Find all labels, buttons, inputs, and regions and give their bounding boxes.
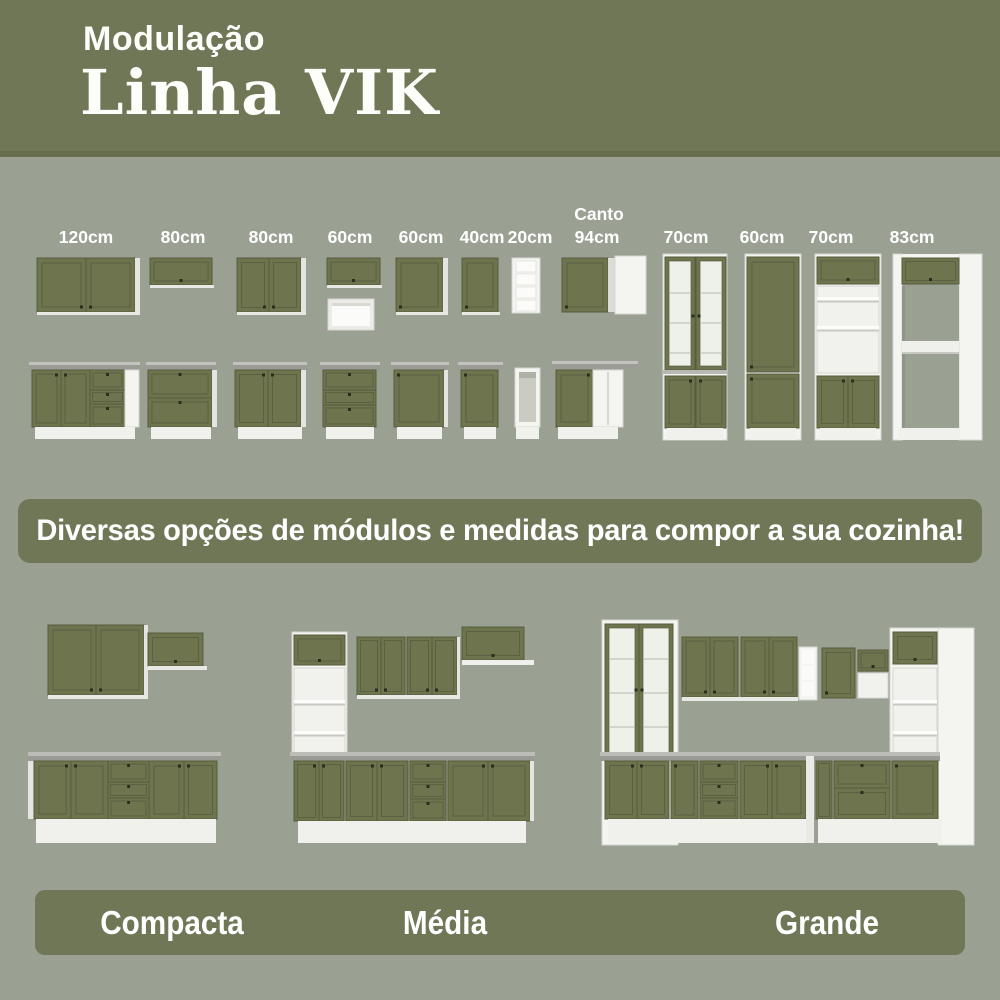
tagline-text: Diversas opções de módulos e medidas para compor a sua cozinha! <box>36 514 964 547</box>
module-label-40cm: 40cm <box>459 227 505 247</box>
layout-label-compacta: Compacta <box>100 904 244 941</box>
layout-label-media: Média <box>402 904 488 941</box>
kitchen-compacta-illustration <box>28 625 221 843</box>
module-label-70cm-a: 70cm <box>663 227 709 247</box>
tagline-banner <box>18 499 982 563</box>
module-label-20cm: 20cm <box>507 227 553 247</box>
module-label-80cm-b: 80cm <box>248 227 294 247</box>
header-banner <box>0 0 1000 157</box>
layout-label-grande: Grande <box>775 904 879 941</box>
module-label-83cm: 83cm <box>889 227 935 247</box>
header-subtitle: Modulação <box>83 20 266 58</box>
modules-illustration <box>29 254 982 440</box>
module-label-60cm-a: 60cm <box>327 227 373 247</box>
module-label-70cm-b: 70cm <box>808 227 854 247</box>
module-label-80cm-a: 80cm <box>160 227 206 247</box>
header-title: Linha VIK <box>80 56 440 129</box>
module-label-canto-size: 94cm <box>574 227 620 247</box>
kitchen-grande-illustration <box>600 620 974 845</box>
layout-sizes-bar <box>35 890 965 955</box>
module-label-canto: Canto <box>574 204 624 224</box>
module-label-60cm-b: 60cm <box>398 227 444 247</box>
module-label-120cm: 120cm <box>58 227 114 247</box>
module-label-60cm-c: 60cm <box>739 227 785 247</box>
kitchen-media-illustration <box>290 627 535 843</box>
